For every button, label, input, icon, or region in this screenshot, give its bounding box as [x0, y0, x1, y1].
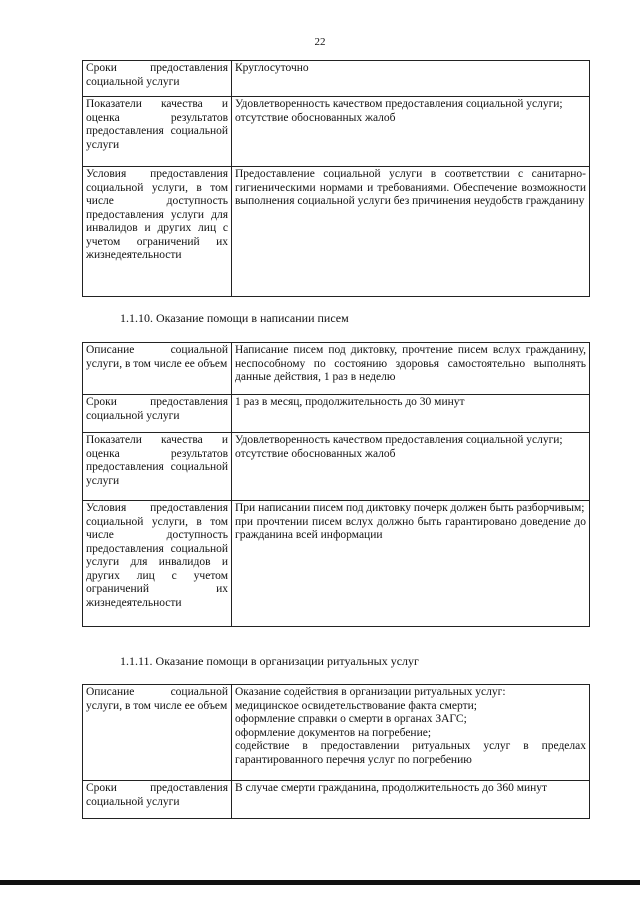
table-row: [83, 781, 590, 819]
value-line: оформление документов на погребение;: [235, 726, 432, 739]
table-row: [83, 97, 590, 167]
table-row: [83, 395, 590, 433]
row-value: [232, 61, 590, 97]
row-value: [232, 781, 590, 819]
row-label: Показатели качества и оценка результатов предоставления социальной услуги: [83, 97, 232, 167]
value-line: Оказание содействия в организации ритуальных услуг:: [235, 686, 506, 698]
row-label: Сроки предоставления социальной услуги: [83, 61, 232, 97]
value-line: 1 раз в месяц, продолжительность до 30 минут: [235, 396, 465, 408]
value-line: содействие в предоставлении ритуальных услуг в пределах гарантированного перечня услуг по погребению: [235, 740, 586, 766]
value-line: В случае смерти гражданина, продолжительность до 360 минут: [235, 782, 548, 794]
row-label: Описание социальной услуги, в том числе ее объем: [83, 685, 232, 781]
row-label: Условия предоставления социальной услуги, в том числе доступность предоставления социальной услуги для инвалидов и других лиц с учетом ограничений их жизнедеятельности: [83, 501, 232, 627]
page-number: 22: [314, 36, 326, 48]
table-row: [83, 167, 590, 297]
value-line: Удовлетворенность качеством предоставления социальной услуги;: [235, 98, 563, 110]
row-label: Условия предоставления социальной услуги, в том числе доступность предоставления услуги для инвалидов и других лиц с учетом ограничений их жизнедеятельности: [83, 167, 232, 297]
table-row: [83, 501, 590, 627]
table-row: [83, 343, 590, 395]
row-value: [232, 343, 590, 395]
table-row: [83, 61, 590, 97]
row-label: Сроки предоставления социальной услуги: [83, 781, 232, 819]
value-line: При написании писем под диктовку почерк должен быть разборчивым;: [235, 502, 585, 514]
value-line: Круглосуточно: [235, 62, 309, 74]
value-line: отсутствие обоснованных жалоб: [235, 447, 396, 460]
row-value: [232, 501, 590, 627]
table-service-conditions-1: [82, 60, 590, 297]
value-line: медицинское освидетельствование факта смерти;: [235, 699, 477, 712]
section-heading-1-1-10: 1.1.10. Оказание помощи в написании писем: [120, 311, 349, 325]
value-line: Предоставление социальной услуги в соответствии с санитарно-гигиеническими нормами и требованиями. Обеспечение возможности выполнения социальной услуги без причинения неудобств гражданину: [235, 168, 586, 207]
value-line: оформление справки о смерти в органах ЗАГС;: [235, 713, 467, 725]
row-value: [232, 685, 590, 781]
value-line: при прочтении писем вслух должно быть гарантировано доведение до гражданина всей информации: [235, 515, 586, 541]
row-label: Показатели качества и оценка результатов предоставления социальной услуги: [83, 433, 232, 501]
row-value: [232, 97, 590, 167]
table-row: [83, 685, 590, 781]
row-value: [232, 167, 590, 297]
value-line: Удовлетворенность качеством предоставления социальной услуги;: [235, 434, 563, 446]
row-value: [232, 395, 590, 433]
value-line: Написание писем под диктовку, прочтение писем вслух гражданину, неспособному по состоянию здоровья самостоятельно выполнять данные действия, 1 раз в неделю: [235, 344, 586, 383]
bottom-border-line: [0, 880, 640, 885]
table-row: [83, 433, 590, 501]
section-heading-1-1-11: 1.1.11. Оказание помощи в организации ритуальных услуг: [120, 654, 419, 668]
table-ritual-services-help: [82, 684, 590, 819]
row-label: Описание социальной услуги, в том числе ее объем: [83, 343, 232, 395]
value-line: отсутствие обоснованных жалоб: [235, 111, 396, 124]
row-label: Сроки предоставления социальной услуги: [83, 395, 232, 433]
row-value: [232, 433, 590, 501]
table-letter-writing-help: [82, 342, 590, 627]
